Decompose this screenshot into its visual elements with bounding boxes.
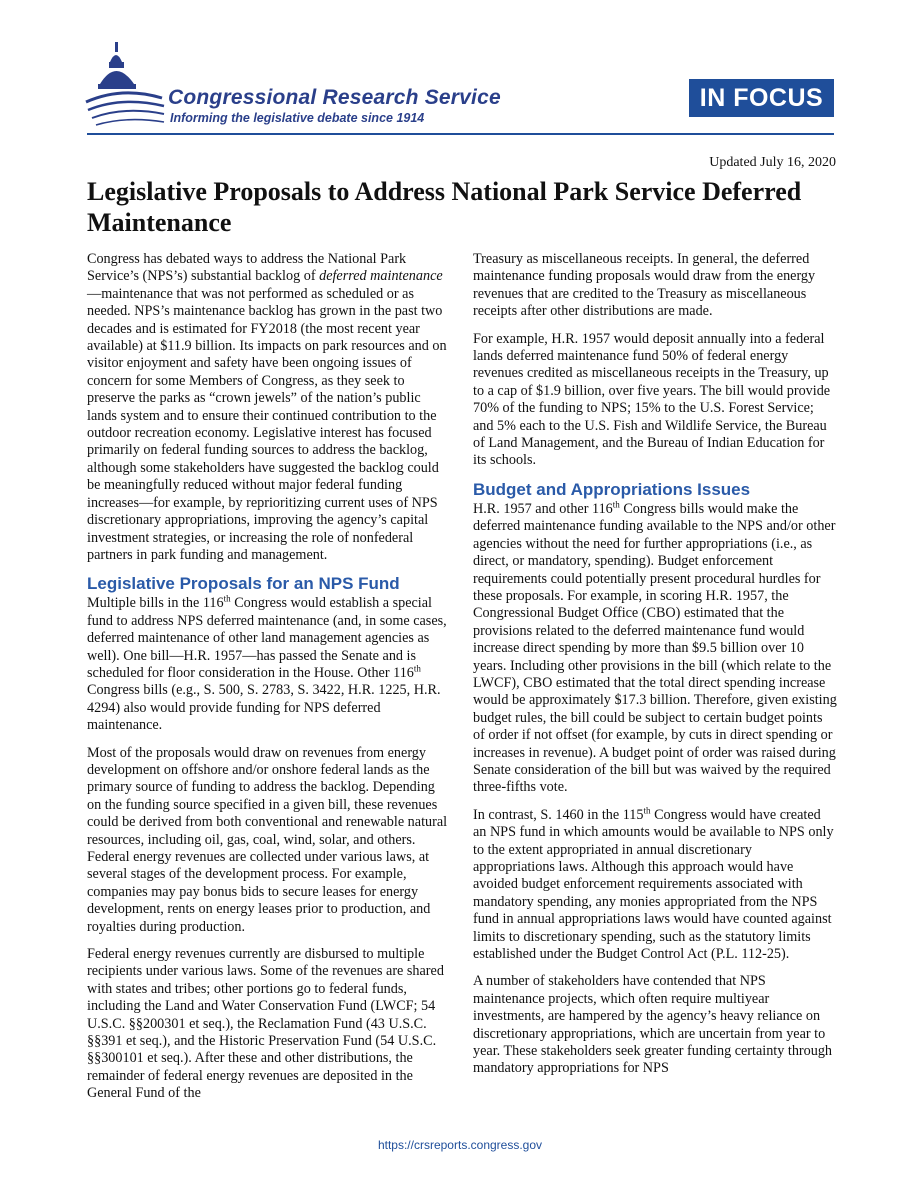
left-column <box>87 251 451 1113</box>
section-heading-budget: Budget and Appropriations Issues <box>473 479 751 499</box>
updated-date: Updated July 16, 2020 <box>709 155 836 170</box>
page-header <box>0 0 920 140</box>
paragraph: Federal energy revenues currently are disbursed to multiple recipients under various laws. Some of the revenues are shared with states and tribes; other portions go to federal funds, including the Land and Water Conservation Fund (LWCF; 54 U.S.C. §§200301 et seq.), the Reclamation Fund (43 U.S.C. §§391 et seq.), and the Historic Preservation Fund (54 U.S.C. §§300101 et seq.). After these and other distributions, the remainder of federal energy revenues are deposited in the General Fund of the <box>87 946 444 1102</box>
footer-url[interactable]: https://crsreports.congress.gov <box>377 1138 543 1152</box>
section-heading-nps-fund: Legislative Proposals for an NPS Fund <box>87 574 400 594</box>
capitol-dome-logo <box>82 40 166 130</box>
paragraph: Treasury as miscellaneous receipts. In general, the deferred maintenance funding proposals would draw from the energy revenues that are credited to the Treasury as miscellaneous receipts after other distributions are made. <box>473 251 816 320</box>
right-column <box>473 251 837 1088</box>
in-focus-badge: IN FOCUS <box>689 79 834 117</box>
paragraph: H.R. 1957 and other 116th Congress bills would make the deferred maintenance funding available to the NPS and/or other agencies without the need for further appropriations (i.e., as direct, or mandatory, spending). Budget enforcement requirements could potentially present procedural hurdles for these proposals. For example, in scoring H.R. 1957, the Congressional Budget Office (CBO) estimated that the provisions related to the deferred maintenance fund would increase direct spending by more than $9.5 billion over 10 years. Including other provisions in the bill (which relate to the LWCF), CBO estimated that the total direct spending increase would be approximately $17.3 billion. Therefore, given existing budget rules, the bill could be subject to certain budget points of order if not offset (for example, by cuts in direct spending or increases in revenue). A budget point of order was raised during Senate consideration of the bill but was waived by the required three-fifths vote. <box>473 499 837 796</box>
paragraph: For example, H.R. 1957 would deposit annually into a federal lands deferred maintenance fund 50% of federal energy revenues credited as miscellaneous receipts in the Treasury, up to a cap of $1.9 billion, over five years. The bill would provide 70% of the funding to NPS; 15% to the U.S. Forest Service; and 5% each to the U.S. Fish and Wildlife Service, the Bureau of Land Management, and the Bureau of Indian Education for its schools. <box>473 330 831 469</box>
term-deferred-maintenance: deferred maintenance <box>319 268 443 285</box>
org-name: Congressional Research Service <box>168 86 501 109</box>
paragraph: Most of the proposals would draw on revenues from energy development on offshore and/or onshore federal lands as the primary source of funding to address the backlog. Depending on the funding source specified in a given bill, these revenues could be derived from both conventional and renewable natural resources, including oil, gas, coal, wind, solar, and others. Federal energy revenues are collected under various laws, at several stages of the development process. For example, companies may pay bonus bids to secure leases for energy development, rents on energy leases prior to production, and royalties during production. <box>87 744 448 935</box>
intro-paragraph: Congress has debated ways to address the National Park Service’s (NPS’s) substantial backlog of deferred maintenance—maintenance that was not performed as scheduled or as needed. NPS’s maintenance backlog has grown in the past two decades and is estimated for FY2018 (the most recent year available) at $11.9 billion. Its impacts on park resources and on visitor enjoyment and safety have been ongoing issues of concern for some Members of Congress, as they seek to preserve the parks as “crown jewels” of the nation’s public lands system and to ensure their continued contribution to the outdoor recreation economy. Legislative interest has focused primarily on federal funding sources to address the backlog, although some stakeholders have suggested the backlog could be meaningfully reduced without major federal funding increases—for example, by reprioritizing current uses of NPS discretionary appropriations, improving the agency’s capital investment strategies, or increasing the role of nonfederal partners in park funding and management. <box>87 251 447 563</box>
paragraph: In contrast, S. 1460 in the 115th Congress would have created an NPS fund in which amounts would be available to NPS only to the extent appropriated in annual discretionary appropriations laws. Although this approach would have avoided budget enforcement requirements associated with mandatory spending, any monies appropriated from the NPS fund in annual appropriations laws would have counted against limits to discretionary spending, such as the statutory limits established under the Budget Control Act (P.L. 112-25). <box>473 805 834 963</box>
page-title: Legislative Proposals to Address National Park Service Deferred Maintenance <box>87 177 802 237</box>
org-tagline: Informing the legislative debate since 1914 <box>170 111 425 125</box>
paragraph: A number of stakeholders have contended that NPS maintenance projects, which often require multiyear investments, are hampered by the agency’s heavy reliance on discretionary appropriations, which are uncertain from year to year. These stakeholders seek greater funding certainty through mandatory appropriations for NPS <box>473 973 833 1077</box>
header-divider <box>87 133 834 135</box>
paragraph: Multiple bills in the 116th Congress would establish a special fund to address NPS deferred maintenance (and, in some cases, deferred maintenance of other land management agencies as well). One bill—H.R. 1957—has passed the Senate and is scheduled for floor consideration in the House. Other 116th Congress bills (e.g., S. 500, S. 2783, S. 3422, H.R. 1225, H.R. 4294) also would provide funding for NPS deferred maintenance. <box>87 593 447 734</box>
